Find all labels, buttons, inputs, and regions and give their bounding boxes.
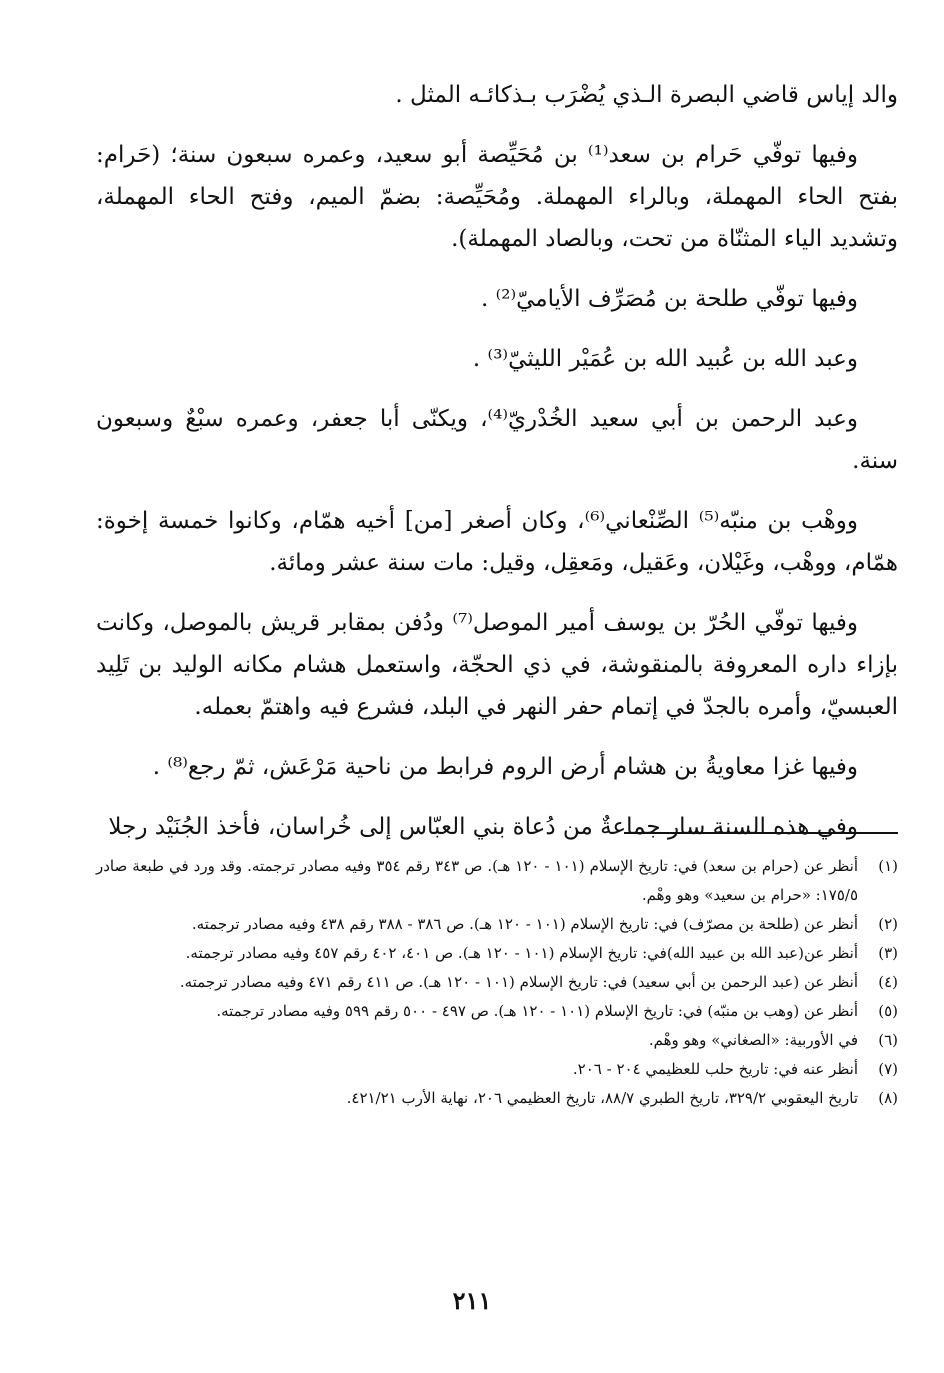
footnote-number: (٨)	[878, 1089, 898, 1107]
page-number: ٢١١	[452, 1286, 492, 1315]
main-text	[96, 74, 898, 848]
paragraph-2: وفيها توفّي حَرام بن سعد⁽¹⁾ بن مُحَيِّصة أبو سعيد، وعمره سبعون سنة؛ (حَرام: بفتح الحاء المهملة، وبالراء المهملة. ومُحَيِّصة: بضمّ الميم، وفتح الحاء المهملة، وتشديد الياء المثنّاة من تحت، وبالصاد المهملة).	[96, 142, 898, 252]
footnote-number: (٧)	[878, 1060, 898, 1078]
footnote-divider	[624, 832, 898, 834]
footnote-text: أنظر عن (وهب بن منبّه) في: تاريخ الإسلام (١٠١ - ١٢٠ هـ). ص ٤٩٧ - ٥٠٠ رقم ٥٩٩ وفيه مصادر ترجمته.	[216, 1002, 858, 1020]
paragraph-8: وفيها غزا معاويةُ بن هشام أرض الروم فرابط من ناحية مَرْعَش، ثمّ رجع⁽⁸⁾ .	[152, 754, 858, 780]
footnotes	[96, 852, 898, 1113]
footnote	[96, 1026, 898, 1055]
footnote	[96, 968, 898, 997]
footnote-number: (٤)	[878, 973, 898, 991]
footnote-text: في الأوربية: «الصغاني» وهو وهْم.	[648, 1031, 858, 1049]
footnote	[96, 997, 898, 1026]
footnote-text: تاريخ اليعقوبي ٣٢٩/٢، تاريخ الطبري ٨٨/٧، تاريخ العظيمي ٢٠٦، نهاية الأرب ٤٢١/٢١.	[346, 1089, 858, 1107]
footnote-text: أنظر عنه في: تاريخ حلب للعظيمي ٢٠٤ - ٢٠٦.	[572, 1060, 858, 1078]
footnote-number: (٦)	[878, 1031, 898, 1049]
footnote-text: أنظر عن (طلحة بن مصرّف) في: تاريخ الإسلام (١٠١ - ١٢٠ هـ). ص ٣٨٦ - ٣٨٨ رقم ٤٣٨ وفيه مصادر ترجمته.	[191, 915, 858, 933]
paragraph-3: وفيها توفّي طلحة بن مُصَرِّف الأياميّ⁽²⁾ .	[480, 286, 858, 312]
footnote-number: (٥)	[878, 1002, 898, 1020]
footnote	[96, 1055, 898, 1084]
paragraph-6: ووهْب بن منبّه⁽⁵⁾ الصِّنْعاني⁽⁶⁾، وكان أصغر [من] أخيه همّام، وكانوا خمسة إخوة: همّام، ووهْب، وغَيْلان، وعَقيل، ومَعقِل، وقيل: مات سنة عشر ومائة.	[96, 508, 898, 576]
footnote	[96, 1084, 898, 1113]
paragraph-1: والد إياس قاضي البصرة الـذي يُضْرَب بـذكائـه المثل .	[395, 82, 898, 108]
paragraph-5: وعبد الرحمن بن أبي سعيد الخُدْريّ⁽⁴⁾، ويكنّى أبا جعفر، وعمره سبْعٌ وسبعون سنة.	[96, 406, 898, 474]
paragraph-4: وعبد الله بن عُبيد الله بن عُمَيْر الليثيّ⁽³⁾ .	[472, 346, 858, 372]
paragraph-7: وفيها توفّي الحُرّ بن يوسف أمير الموصل⁽⁷⁾ ودُفن بمقابر قريش بالموصل، وكانت بإزاء داره المعروفة بالمنقوشة، في ذي الحجّة، واستعمل هشام مكانه الوليد بن تَلِيد العبسيّ، وأمره بالجدّ في إتمام حفر النهر في البلد، فشرع فيه واهتمّ بعمله.	[96, 610, 898, 720]
footnote	[96, 910, 898, 939]
footnote-number: (٣)	[878, 944, 898, 962]
footnote-text: أنظر عن(عبد الله بن عبيد الله)في: تاريخ الإسلام (١٠١ - ١٢٠ هـ). ص ٤٠١، ٤٠٢ رقم ٤٥٧ وفيه مصادر ترجمته.	[185, 944, 858, 962]
footnote	[96, 939, 898, 968]
footnote-text: أنظر عن (حرام بن سعد) في: تاريخ الإسلام (١٠١ - ١٢٠ هـ). ص ٣٤٣ رقم ٣٥٤ وفيه مصادر ترجمته. وقد ورد في طبعة صادر ١٧٥/٥: «حرام بن سعيد» وهو وهْم.	[96, 857, 859, 904]
footnote-number: (١)	[878, 857, 898, 875]
paragraph-9: وفي هذه السنة سار جماعةٌ من دُعاة بني العبّاس إلى خُراسان، فأخذ الجُنَيْد رجلا	[108, 814, 858, 840]
footnote-text: أنظر عن (عبد الرحمن بن أبي سعيد) في: تاريخ الإسلام (١٠١ - ١٢٠ هـ). ص ٤١١ رقم ٤٧١ وفيه مصادر ترجمته.	[179, 973, 858, 991]
footnote-number: (٢)	[878, 915, 898, 933]
footnote	[96, 852, 898, 910]
